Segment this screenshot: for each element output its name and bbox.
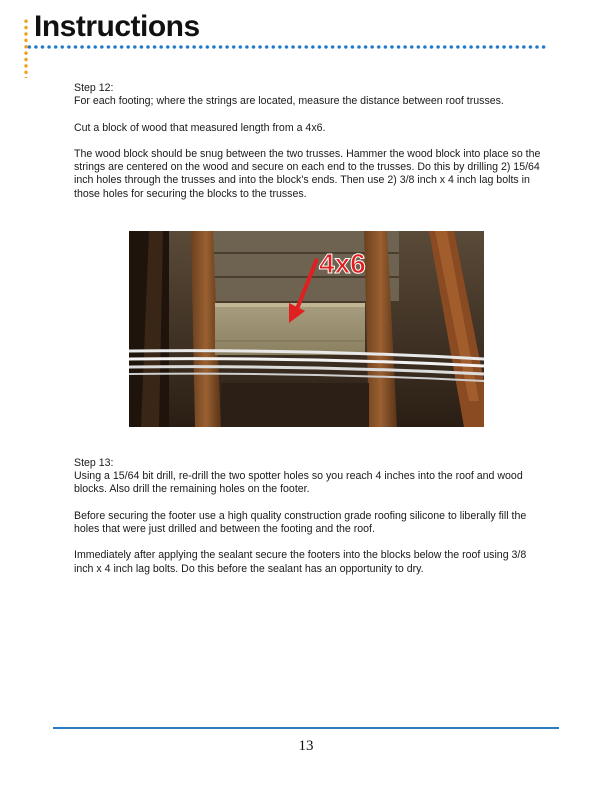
step-12-paragraph-1: For each footing; where the strings are located, measure the distance between roof trusses.	[74, 95, 504, 108]
page-number: 13	[298, 738, 314, 754]
step-13-section	[74, 457, 544, 589]
step-13-paragraph-1: Using a 15/64 bit drill, re-drill the two spotter holes so you reach 4 inches into the roof and wood blocks. Also drill the remaining holes on the footer.	[74, 470, 523, 496]
step-12-paragraph-3: The wood block should be snug between the two trusses. Hammer the wood block into place so the strings are centered on the wood and secure on each end to the trusses. Do this by drilling 2) 15/64 inch holes through the trusses and into the block's ends. Then use 2) 3/8 inch x 4 inch lag bolts in those holes for securing the blocks to the trusses.	[74, 147, 541, 200]
page-title: Instructions	[34, 10, 200, 43]
footer-rule	[53, 727, 559, 729]
photo-label-4x6: 4x6	[319, 248, 366, 279]
step-13-heading: Step 13:	[74, 457, 114, 469]
step-12-paragraph-2: Cut a block of wood that measured length from a 4x6.	[74, 121, 326, 134]
wood-block-photo	[129, 231, 484, 427]
header-dotted-rule	[26, 44, 546, 50]
header-dotted-accent	[23, 18, 29, 78]
step-12-heading: Step 12:	[74, 82, 114, 94]
step-13-paragraph-2: Before securing the footer use a high quality construction grade roofing silicone to liberally fill the holes that were just drilled and between the footing and the roof.	[74, 509, 527, 535]
step-13-paragraph-3: Immediately after applying the sealant secure the footers into the blocks below the roof using 3/8 inch x 4 inch lag bolts. Do this before the sealant has an opportunity to dry.	[74, 549, 527, 575]
step-12-section	[74, 82, 544, 214]
